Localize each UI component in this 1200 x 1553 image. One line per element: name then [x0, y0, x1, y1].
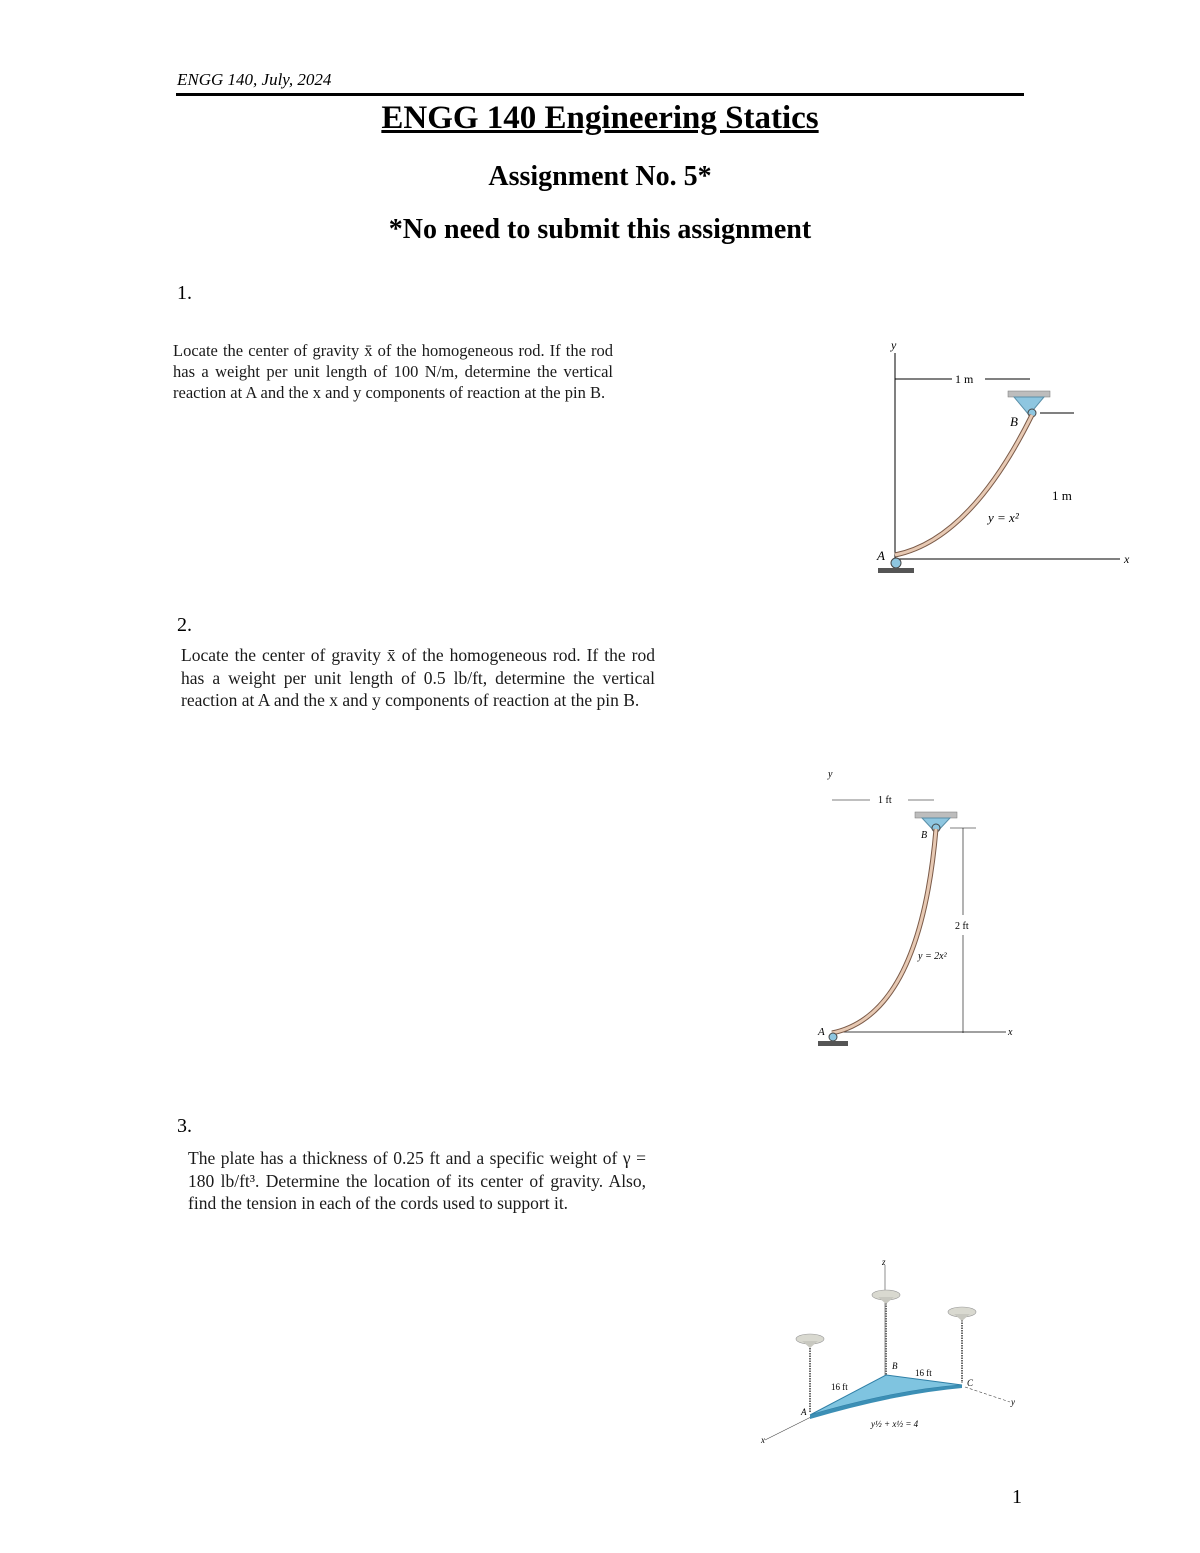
- problem-3-text: The plate has a thickness of 0.25 ft and a specific weight of γ = 180 lb/ft³. Determine the location of its center of gravity. Also, find the tension in each of the cords used to support it.: [188, 1148, 646, 1213]
- assignment-subtitle: Assignment No. 5*: [488, 161, 712, 192]
- figure-3-y-label: y: [1011, 1397, 1015, 1407]
- figure-3-point-b: B: [892, 1361, 898, 1371]
- figure-2-height-label: 2 ft: [955, 921, 969, 932]
- problem-2-number: 2.: [177, 614, 192, 636]
- figure-3-point-c: C: [967, 1378, 974, 1388]
- problem-1-figure: [860, 335, 1140, 580]
- figure-2-y-label: y: [828, 769, 833, 780]
- figure-3-point-a: A: [801, 1407, 807, 1417]
- figure-3-x-axis: [765, 1415, 815, 1440]
- header-divider: [176, 93, 1024, 96]
- submission-note: *No need to submit this assignment: [388, 214, 812, 245]
- figure-2-x-label: x: [1008, 1027, 1013, 1038]
- problem-3-number: 3.: [177, 1115, 192, 1137]
- header-course-date: ENGG 140, July, 2024: [177, 70, 332, 89]
- figure-1-point-b: B: [1010, 414, 1018, 429]
- figure-1-x-label: x: [1124, 552, 1130, 566]
- figure-2-point-a: A: [818, 1026, 825, 1038]
- figure-3-dim-b: 16 ft: [915, 1368, 932, 1378]
- page-title: ENGG 140 Engineering Statics: [381, 100, 819, 136]
- figure-1-y-label: y: [891, 338, 897, 352]
- figure-1-curve-label: y = x²: [988, 510, 1019, 525]
- figure-1-point-a: A: [877, 548, 885, 563]
- figure-3-x-label: x: [761, 1435, 765, 1445]
- problem-2-text: Locate the center of gravity x̄ of the homogeneous rod. If the rod has a weight per unit length of 0.5 lb/ft, determine the vertical reaction at A and the x and y components of reaction at the pin B.: [181, 645, 655, 710]
- problem-1-number: 1.: [177, 282, 192, 304]
- figure-1-rod: [895, 415, 1032, 555]
- figure-1-width-label: 1 m: [955, 372, 974, 386]
- problem-1-text: Locate the center of gravity x̄ of the homogeneous rod. If the rod has a weight per unit length of 100 N/m, determine the vertical reaction at A and the x and y components of reaction at the pin B.: [173, 341, 613, 402]
- figure-2-width-label: 1 ft: [878, 795, 892, 806]
- figure-3-y-axis: [965, 1387, 1010, 1402]
- problem-3-figure: [755, 1255, 1045, 1450]
- figure-3-curve-label: y½ + x½ = 4: [871, 1419, 919, 1429]
- figure-3-dim-a: 16 ft: [831, 1382, 848, 1392]
- page-number: 1: [1012, 1486, 1022, 1508]
- problem-2-figure: [810, 765, 1030, 1050]
- figure-1-height-label: 1 m: [1052, 488, 1072, 503]
- figure-2-curve-label: y = 2x²: [918, 951, 947, 962]
- figure-2-point-b: B: [921, 830, 928, 841]
- figure-3-z-label: z: [882, 1257, 886, 1267]
